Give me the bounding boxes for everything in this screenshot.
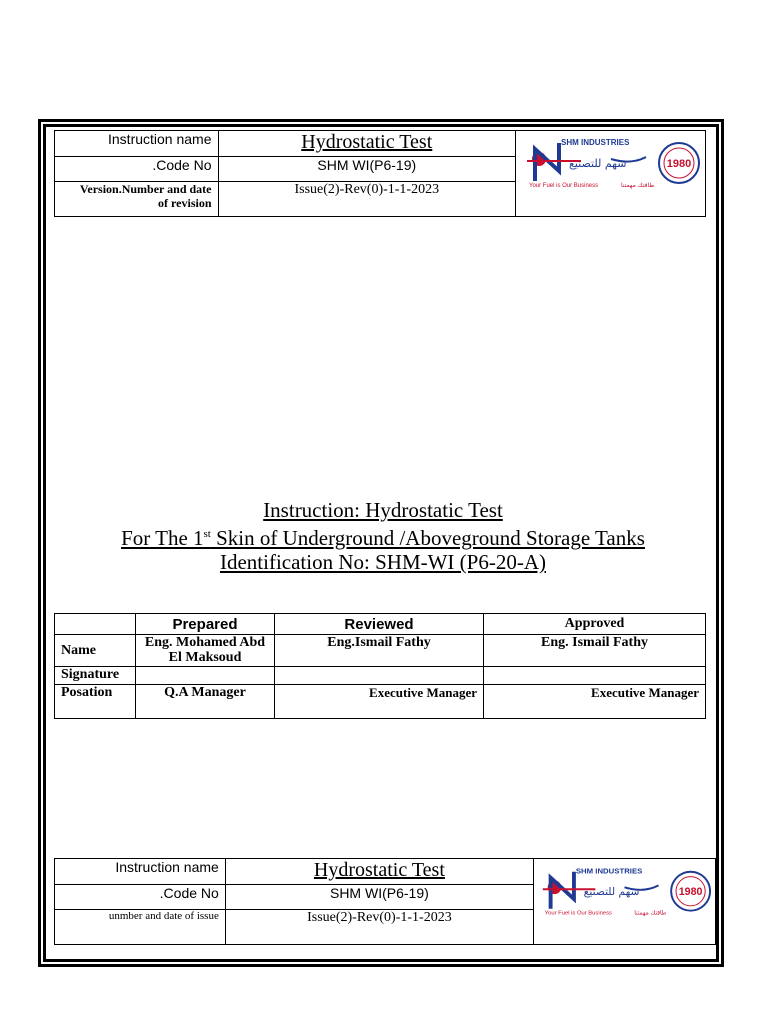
company-logo-bottom: [533, 859, 715, 945]
main-title-line3: Identification No: SHM-WI (P6-20-A): [219, 550, 546, 574]
reviewed-signature: [275, 667, 484, 685]
approval-row-label: Posation: [55, 685, 136, 719]
company-logo: [516, 131, 706, 217]
logo-company-text: SHM INDUSTRIES: [560, 138, 629, 147]
approval-row-position: [55, 685, 706, 719]
main-title-line2: [121, 526, 645, 550]
version-label: [55, 182, 219, 217]
main-title-line2-sup: st: [203, 528, 211, 540]
approval-header-approved: Approved: [484, 614, 706, 635]
shm-logo-icon: [537, 859, 712, 939]
prepared-signature: [136, 667, 275, 685]
main-title-line2-suffix: Skin of Underground /Aboveground Storage Tanks: [210, 526, 645, 550]
approval-header-blank: [55, 614, 136, 635]
approval-row-name: [55, 635, 706, 667]
logo-arabic-tagline: طاقتك مهمتنا: [620, 182, 654, 189]
reviewed-position: Executive Manager: [275, 685, 484, 719]
instruction-name-label: Instruction name: [55, 131, 219, 157]
prepared-name: Eng. Mohamed Abd El Maksoud: [136, 635, 275, 667]
approval-table: [54, 613, 706, 719]
issue-value-bottom: Issue(2)-Rev(0)-1-1-2023: [225, 910, 533, 945]
approved-position: Executive Manager: [484, 685, 706, 719]
prepared-position: Q.A Manager: [136, 685, 275, 719]
logo-tagline: Your Fuel is Our Business: [528, 183, 598, 189]
instruction-name-value-bottom: Hydrostatic Test: [225, 859, 533, 885]
main-title-line1: Instruction: Hydrostatic Test: [263, 498, 503, 522]
logo-arabic-name: سهم للتصنيع: [583, 885, 640, 899]
logo-arabic-tagline: طاقتك مهمتنا: [634, 910, 667, 917]
main-title: [60, 498, 706, 574]
version-value: Issue(2)-Rev(0)-1-1-2023: [218, 182, 516, 217]
approval-row-signature: [55, 667, 706, 685]
reviewed-name: Eng.Ismail Fathy: [275, 635, 484, 667]
instruction-name-value: Hydrostatic Test: [218, 131, 516, 157]
shm-logo-icon: [521, 131, 701, 211]
logo-year: 1980: [666, 158, 691, 170]
code-no-label: .Code No: [55, 156, 219, 182]
main-title-line2-prefix: For The 1: [121, 526, 204, 550]
header-table-top: [54, 130, 706, 217]
approval-header-reviewed: Reviewed: [275, 614, 484, 635]
header-table-bottom: [54, 858, 716, 945]
issue-label-bottom: unmber and date of issue: [55, 910, 226, 945]
approved-name: Eng. Ismail Fathy: [484, 635, 706, 667]
approved-signature: [484, 667, 706, 685]
version-label-line2: of revision: [158, 196, 212, 211]
logo-arabic-name: سهم للتصنيع: [568, 157, 626, 170]
logo-company-text: SHM INDUSTRIES: [575, 866, 643, 876]
instruction-name-label-bottom: Instruction name: [55, 859, 226, 885]
version-label-line1: Version.Number and date: [79, 182, 212, 197]
logo-tagline: Your Fuel is Our Business: [544, 910, 612, 917]
code-no-value-bottom: SHM WI(P6-19): [225, 884, 533, 910]
code-no-value: SHM WI(P6-19): [218, 156, 516, 182]
approval-row-label: Signature: [55, 667, 136, 685]
code-no-label-bottom: .Code No: [55, 884, 226, 910]
logo-year: 1980: [678, 886, 703, 899]
approval-header-prepared: Prepared: [136, 614, 275, 635]
approval-row-label: Name: [55, 635, 136, 667]
